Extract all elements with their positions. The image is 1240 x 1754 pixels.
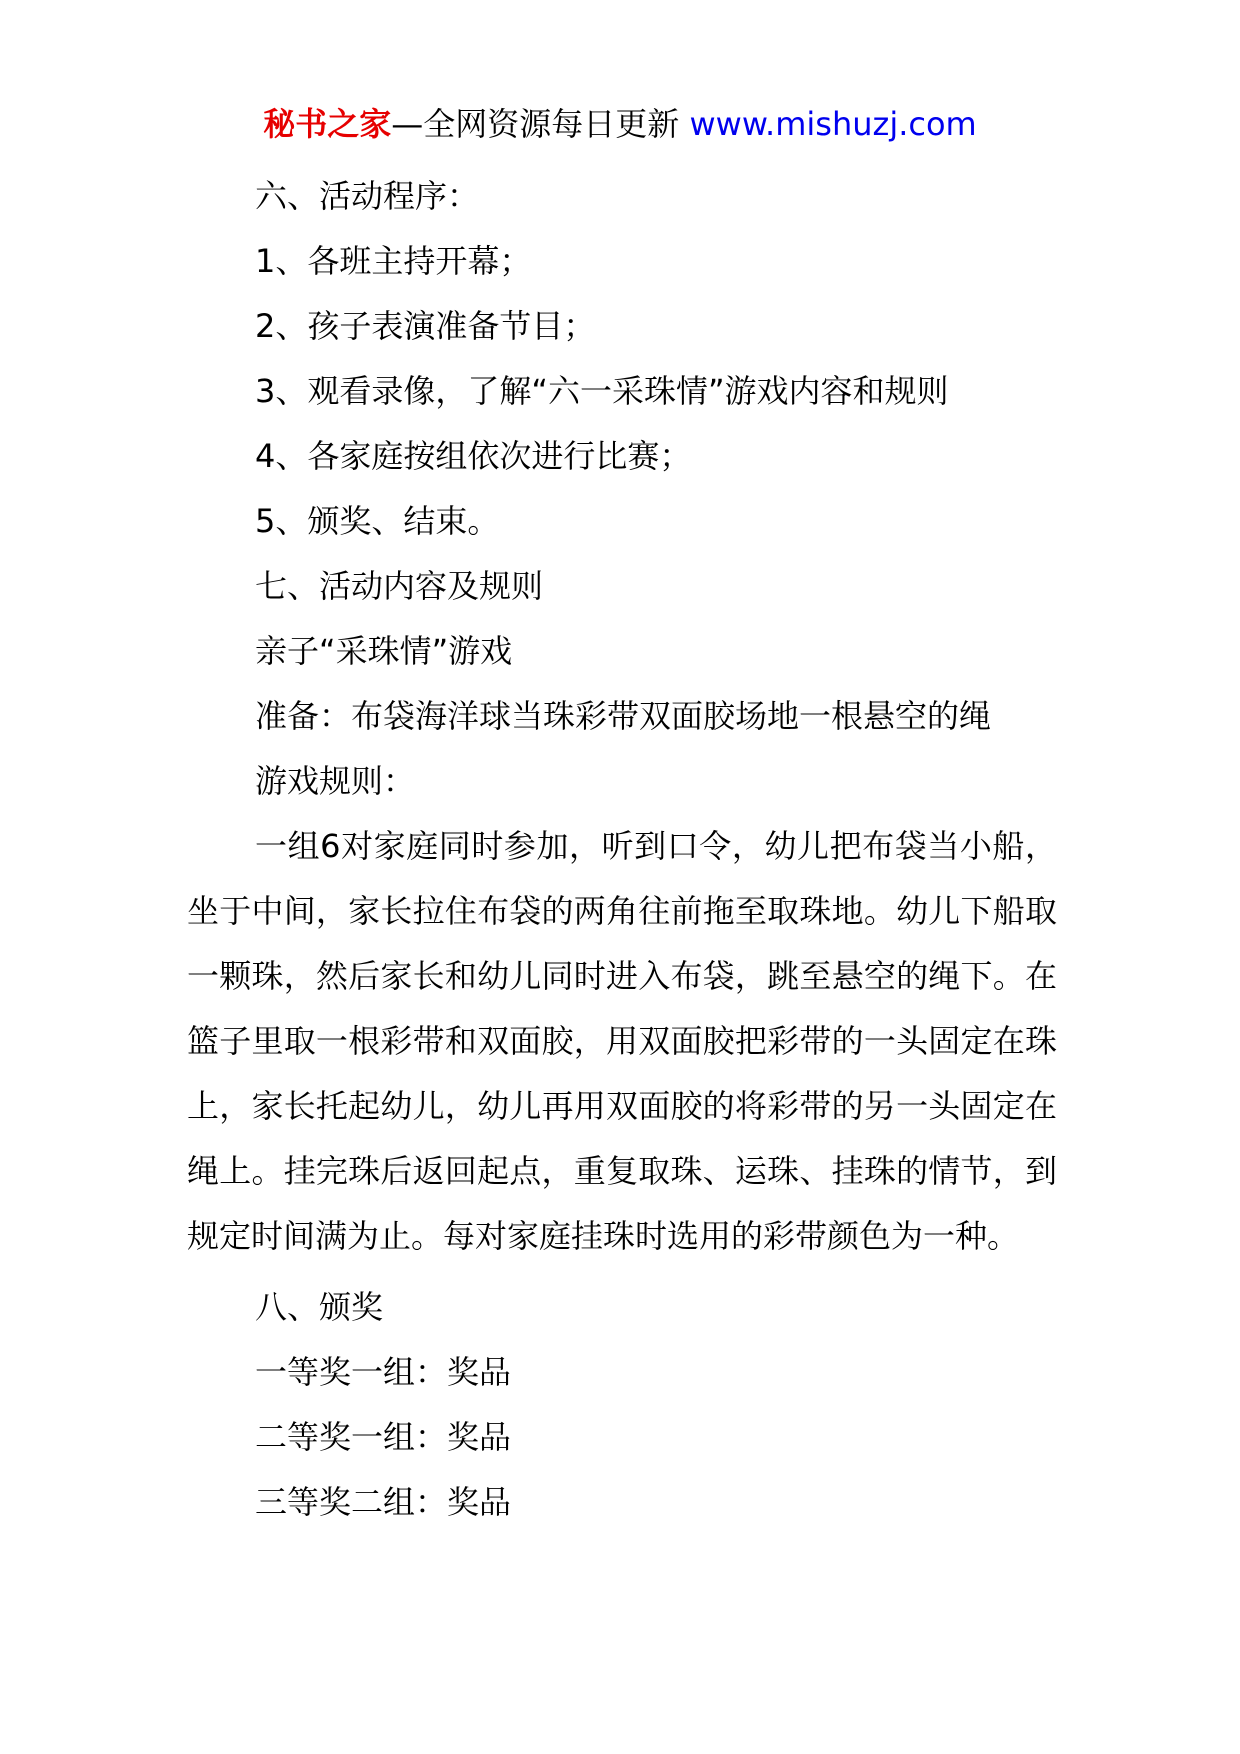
rules-heading: 游戏规则： [255,762,416,800]
procedure-step-1: 1、各班主持开幕； [255,242,532,280]
section-heading-8: 八、颁奖 [255,1288,384,1326]
award-first-prize: 一等奖一组：奖品 [255,1353,512,1391]
header-brand: 秘书之家 [263,105,392,143]
document-body [187,164,1057,1535]
section-heading-6: 六、活动程序： [255,177,480,215]
preparation-text: 准备：布袋海洋球当珠彩带双面胶场地一根悬空的绳 [255,697,992,735]
procedure-step-3: 3、观看录像，了解“六一采珠情”游戏内容和规则 [255,372,949,410]
header-url-link[interactable]: www.mishuzj.com [689,105,977,143]
award-third-prize: 三等奖二组：奖品 [255,1483,512,1521]
procedure-step-5: 5、颁奖、结束。 [255,502,500,540]
rules-paragraph: 一组6对家庭同时参加，听到口令，幼儿把布袋当小船，坐于中间，家长拉住布袋的两角往前拖至取珠地。幼儿下船取一颗珠，然后家长和幼儿同时进入布袋，跳至悬空的绳下。在篮子里取一根彩带和双面胶，用双面胶把彩带的一头固定在珠上，家长托起幼儿，幼儿再用双面胶的将彩带的另一头固定在绳上。挂完珠后返回起点，重复取珠、运珠、挂珠的情节，到规定时间满为止。每对家庭挂珠时选用的彩带颜色为一种。 [187,827,1057,1255]
award-second-prize: 二等奖一组：奖品 [255,1418,512,1456]
procedure-step-2: 2、孩子表演准备节目； [255,307,596,345]
game-title: 亲子“采珠情”游戏 [255,632,513,670]
page-header [0,102,1240,146]
procedure-step-4: 4、各家庭按组依次进行比赛； [255,437,692,475]
header-slogan: —全网资源每日更新 [391,105,680,143]
section-heading-7: 七、活动内容及规则 [255,567,544,605]
